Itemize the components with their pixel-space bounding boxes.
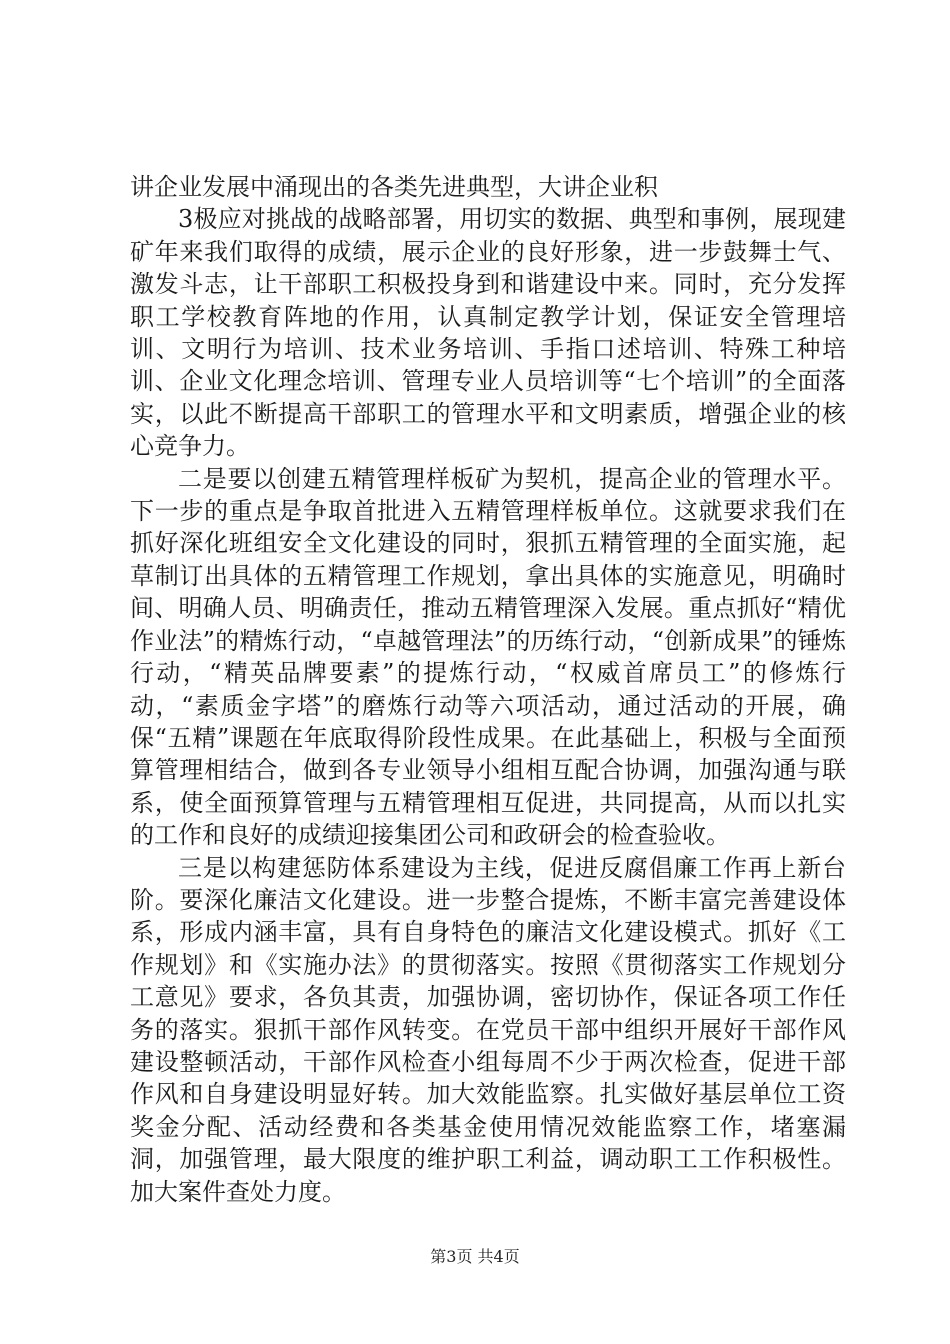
paragraph-training: 3极应对挑战的战略部署，用切实的数据、典型和事例，展现建矿年来我们取得的成绩，展示企业的良好形象，进一步鼓舞士气、激发斗志，让干部职工积极投身到和谐建设中来。同时，充分发挥职工学校教育阵地的作用，认真制定教学计划，保证安全管理培训、文明行为培训、技术业务培训、手指口述培训、特殊工种培训、企业文化理念培训、管理专业人员培训等“七个培训”的全面落实，以此不断提高干部职工的管理水平和文明素质，增强企业的核心竞争力。 [130,205,846,461]
paragraph-anti-corruption: 三是以构建惩防体系建设为主线，促进反腐倡廉工作再上新台阶。要深化廉洁文化建设。进一步整合提炼，不断丰富完善建设体系，形成内涵丰富，具有自身特色的廉洁文化建设模式。抓好《工作规划》和《实施办法》的贯彻落实。按照《贯彻落实工作规划分工意见》要求，各负其责，加强协调，密切协作，保证各项工作任务的落实。狠抓干部作风转变。在党员干部中组织开展好干部作风建设整顿活动，干部作风检查小组每周不少于两次检查，促进干部作风和自身建设明显好转。加大效能监察。扎实做好基层单位工资奖金分配、活动经费和各类基金使用情况效能监察工作，堵塞漏洞，加强管理，最大限度的维护职工利益，调动职工工作积极性。加大案件查处力度。 [130,853,846,1206]
paragraph-continuation: 讲企业发展中涌现出的各类先进典型，大讲企业积 [130,173,658,201]
document-body [130,171,846,1208]
page-footer: 第3页 共4页 [430,1247,520,1266]
paragraph-five-precision-management: 二是要以创建五精管理样板矿为契机，提高企业的管理水平。下一步的重点是争取首批进入五精管理样板单位。这就要求我们在抓好深化班组安全文化建设的同时，狠抓五精管理的全面实施，起草制订出具体的五精管理工作规划，拿出具体的实施意见，明确时间、明确人员、明确责任，推动五精管理深入发展。重点抓好“精优作业法”的精炼行动，“卓越管理法”的历练行动，“创新成果”的锤炼行动，“精英品牌要素”的提炼行动，“权威首席员工”的修炼行动，“素质金字塔”的磨炼行动等六项活动，通过活动的开展，确保“五精”课题在年底取得阶段性成果。在此基础上，积极与全面预算管理相结合，做到各专业领导小组相互配合协调，加强沟通与联系，使全面预算管理与五精管理相互促进，共同提高，从而以扎实的工作和良好的成绩迎接集团公司和政研会的检查验收。 [130,464,846,850]
